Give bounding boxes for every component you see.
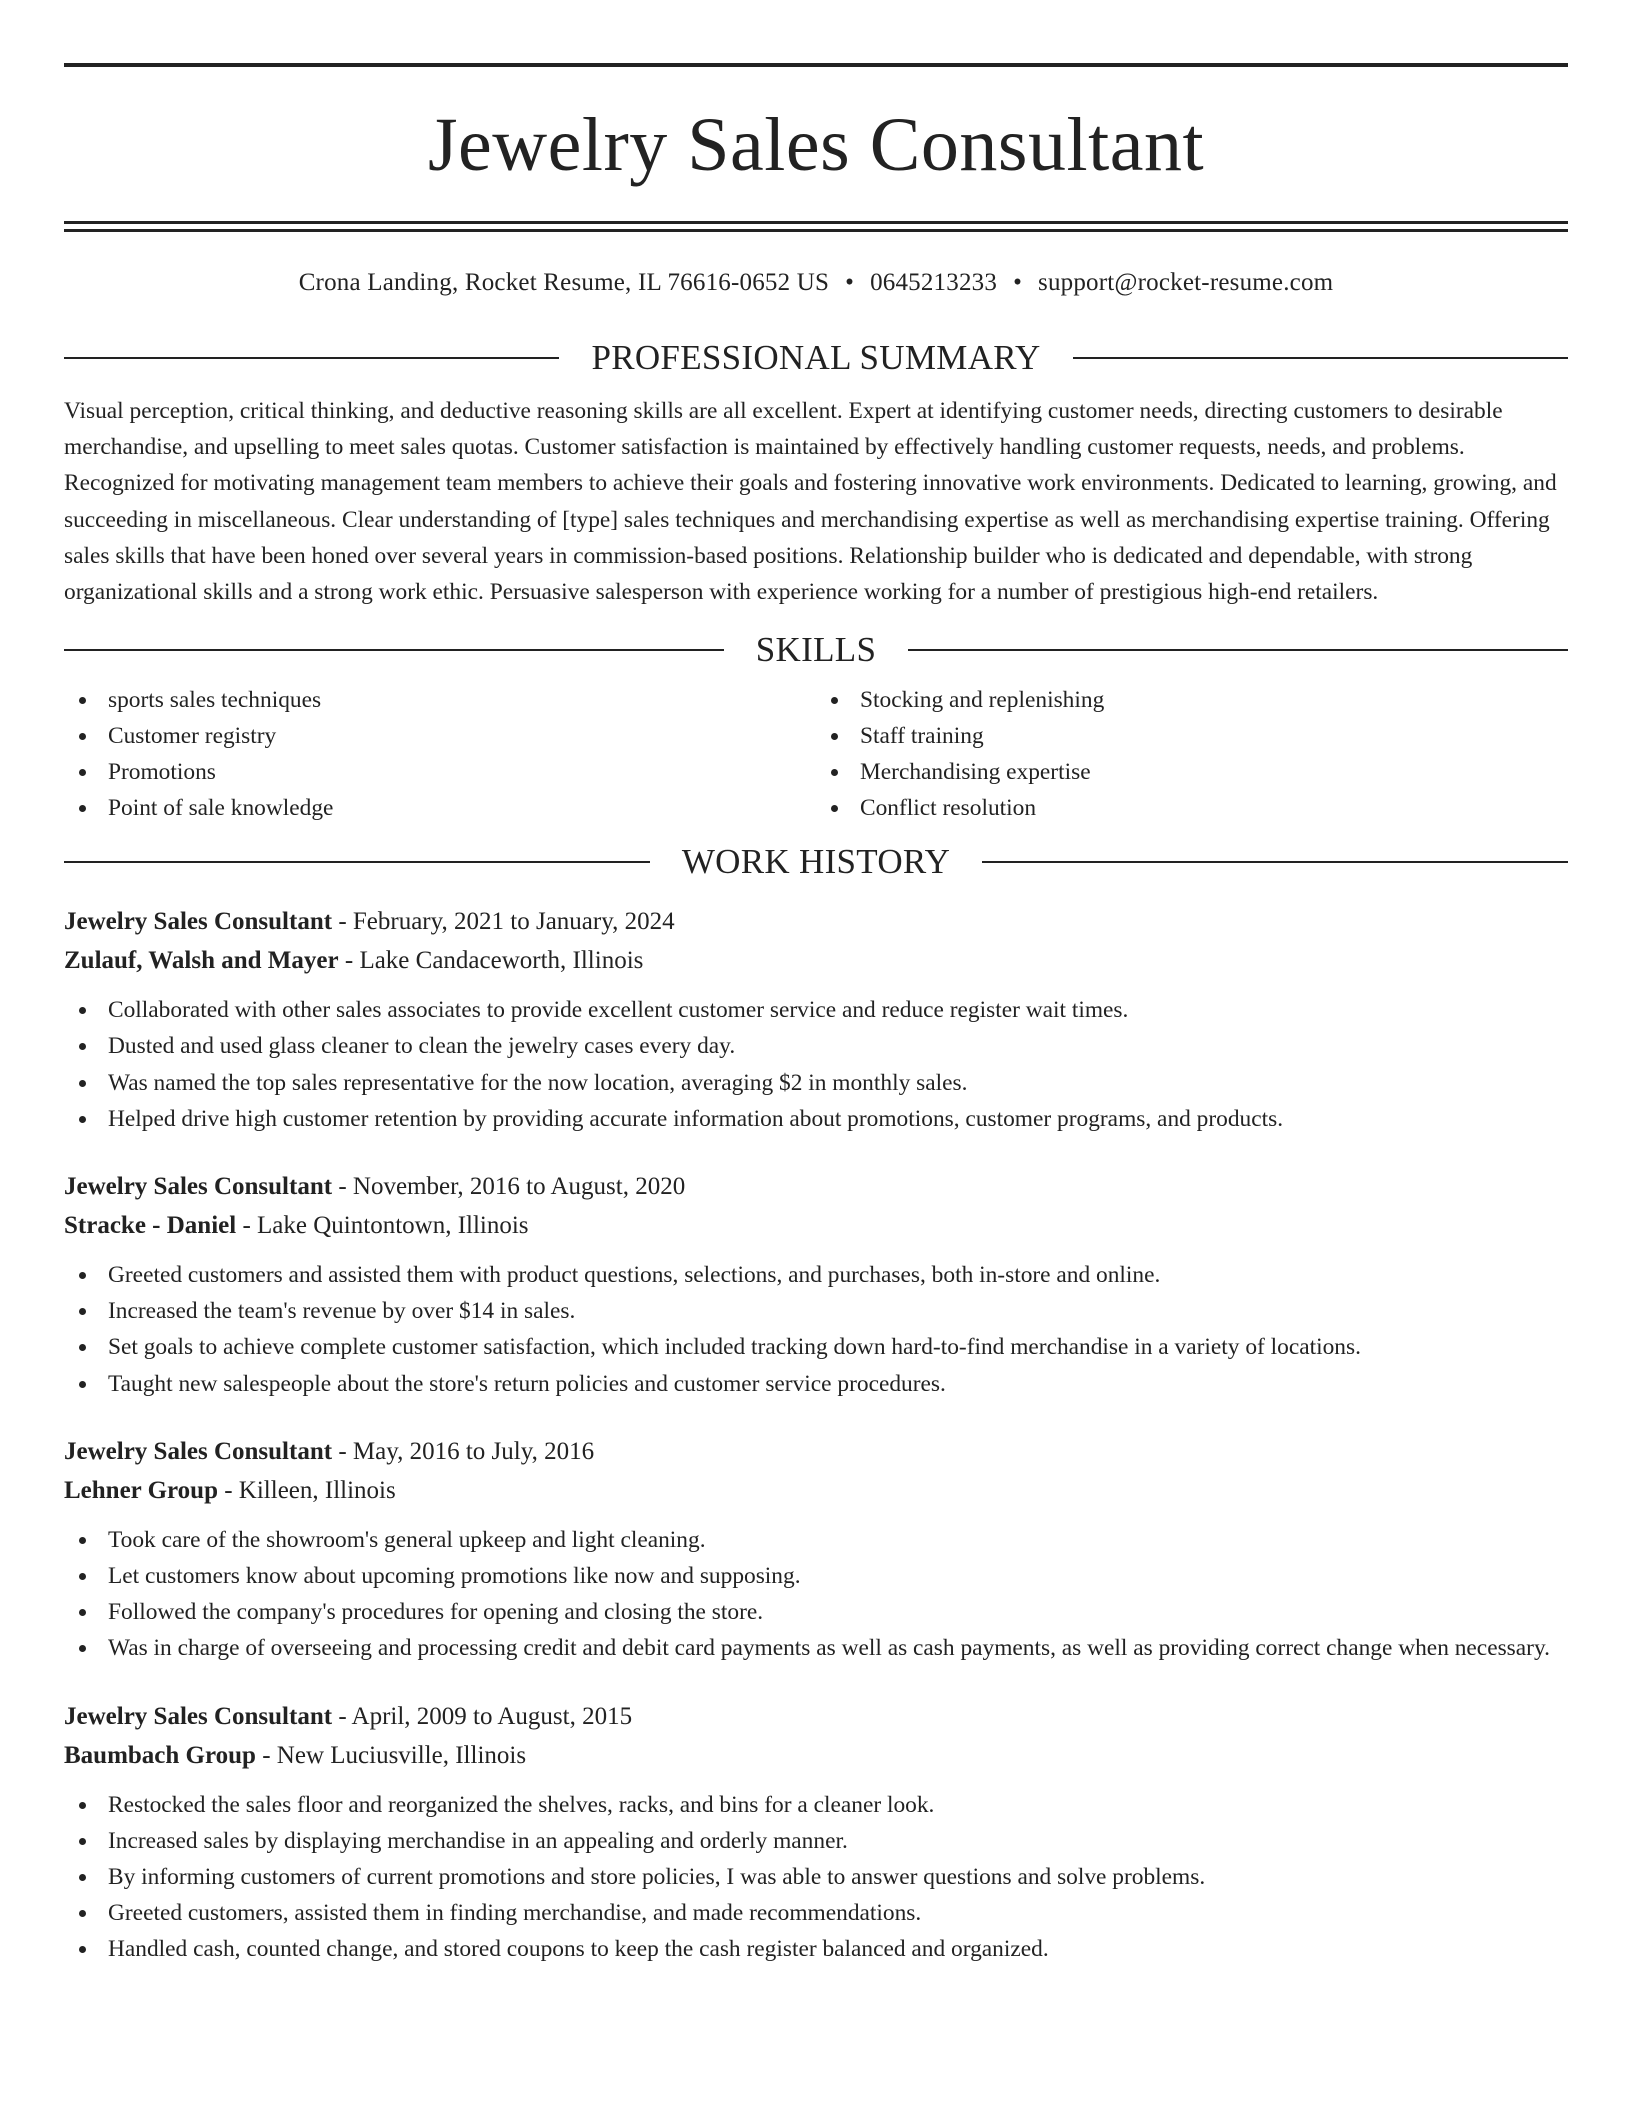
job-entry [64, 902, 1568, 1137]
resume-title: Jewelry Sales Consultant [427, 103, 1205, 187]
job-company-line [64, 1206, 1568, 1245]
job-duties [64, 992, 1568, 1137]
skills-heading [64, 630, 1568, 670]
job-duty: Was named the top sales representative for the now location, averaging $2 in monthly sales. [64, 1065, 1568, 1101]
job-duties [64, 1257, 1568, 1402]
summary-text: Visual perception, critical thinking, and deductive reasoning skills are all excellent. Expert at identifying customer needs, directing customers to desirable merchandise, and upselling to meet sales quotas. Customer satisfaction is maintained by effectively handling customer requests, needs, and problems. Recognized for motivating management team members to achieve their goals and fostering innovative work environments. Dedicated to learning, growing, and succeeding in miscellaneous. Clear understanding of [type] sales techniques and merchandising expertise as well as merchandising expertise training. Offering sales skills that have been honed over several years in commission-based positions. Relationship builder who is dedicated and dependable, with strong organizational skills and a strong work ethic. Persuasive salesperson with experience working for a number of prestigious high-end retailers. [64, 398, 1557, 606]
job-duty: Let customers know about upcoming promotions like now and supposing. [64, 1558, 1568, 1594]
job-duty: Taught new salespeople about the store's return policies and customer service procedures. [64, 1366, 1568, 1402]
job-duty: Increased sales by displaying merchandise in an appealing and orderly manner. [64, 1823, 1568, 1859]
job-title: Jewelry Sales Consultant [64, 1173, 333, 1201]
dash: - [332, 1173, 353, 1201]
skill-item: Customer registry [64, 718, 816, 754]
contact-separator: • [1013, 269, 1023, 296]
job-company-line [64, 1471, 1568, 1510]
job-duties [64, 1787, 1568, 1968]
skills-heading-label: SKILLS [755, 630, 877, 670]
dash: - [332, 1437, 353, 1465]
job-duty: Greeted customers and assisted them with product questions, selections, and purchases, both in-store and online. [64, 1257, 1568, 1293]
skill-item: Conflict resolution [816, 790, 1568, 826]
job-duty: Helped drive high customer retention by providing accurate information about promotions, customer programs, and products. [64, 1101, 1568, 1137]
job-dates: November, 2016 to August, 2020 [352, 1173, 686, 1201]
contact-separator: • [845, 269, 855, 296]
job-title-line [64, 1432, 1568, 1471]
job-company: Lehner Group [64, 1476, 218, 1504]
job-location: Lake Quintontown, Illinois [257, 1212, 529, 1240]
job-entry [64, 1167, 1568, 1402]
job-location: New Luciusville, Illinois [276, 1741, 527, 1769]
job-title: Jewelry Sales Consultant [64, 1702, 333, 1730]
job-duty: Set goals to achieve complete customer satisfaction, which included tracking down hard-to-find merchandise in a variety of locations. [64, 1329, 1568, 1365]
skill-item: Merchandising expertise [816, 754, 1568, 790]
job-duty: Greeted customers, assisted them in finding merchandise, and made recommendations. [64, 1895, 1568, 1931]
dash: - [217, 1476, 239, 1504]
skills-column-left [64, 682, 816, 826]
job-duty: Was in charge of overseeing and processing credit and debit card payments as well as cash payments, as well as providing correct change when necessary. [64, 1630, 1568, 1666]
job-duty: Took care of the showroom's general upkeep and light cleaning. [64, 1522, 1568, 1558]
job-duties [64, 1522, 1568, 1667]
job-title: Jewelry Sales Consultant [64, 1437, 333, 1465]
job-title-line [64, 1697, 1568, 1736]
contact-phone: 0645213233 [870, 269, 998, 296]
job-dates: April, 2009 to August, 2015 [351, 1702, 633, 1730]
dash: - [236, 1212, 258, 1240]
job-dates: May, 2016 to July, 2016 [352, 1437, 595, 1465]
job-duty: Increased the team's revenue by over $14 in sales. [64, 1293, 1568, 1329]
job-company: Zulauf, Walsh and Mayer [64, 947, 339, 975]
job-title-line [64, 1167, 1568, 1206]
job-company: Baumbach Group [64, 1741, 256, 1769]
job-title: Jewelry Sales Consultant [64, 908, 333, 936]
job-duty: By informing customers of current promotions and store policies, I was able to answer questions and solve problems. [64, 1859, 1568, 1895]
skill-item: Point of sale knowledge [64, 790, 816, 826]
skill-item: sports sales techniques [64, 682, 816, 718]
job-duty: Handled cash, counted change, and stored coupons to keep the cash register balanced and organized. [64, 1931, 1568, 1967]
job-entry [64, 1432, 1568, 1667]
contact-address: Crona Landing, Rocket Resume, IL 76616-0652 US [298, 269, 830, 296]
skill-item: Staff training [816, 718, 1568, 754]
job-duty: Restocked the sales floor and reorganized the shelves, racks, and bins for a cleaner look. [64, 1787, 1568, 1823]
skills-column-right [816, 682, 1568, 826]
job-duty: Collaborated with other sales associates to provide excellent customer service and reduce register wait times. [64, 992, 1568, 1028]
skill-item: Promotions [64, 754, 816, 790]
work-history-heading-label: WORK HISTORY [681, 842, 951, 882]
job-location: Killeen, Illinois [238, 1476, 396, 1504]
skill-item: Stocking and replenishing [816, 682, 1568, 718]
dash: - [332, 1702, 352, 1730]
job-company-line [64, 941, 1568, 980]
dash: - [338, 947, 360, 975]
job-entry [64, 1697, 1568, 1968]
job-title-line [64, 902, 1568, 941]
job-duty: Followed the company's procedures for opening and closing the store. [64, 1594, 1568, 1630]
job-location: Lake Candaceworth, Illinois [359, 947, 644, 975]
summary-heading [64, 338, 1568, 378]
summary-heading-label: PROFESSIONAL SUMMARY [591, 338, 1041, 377]
title-double-rule [64, 221, 1568, 232]
top-rule [64, 63, 1568, 67]
dash: - [332, 908, 353, 936]
job-company-line [64, 1736, 1568, 1775]
contact-line [64, 268, 1568, 298]
dash: - [255, 1741, 277, 1769]
job-dates: February, 2021 to January, 2024 [352, 908, 675, 936]
skills-list [64, 682, 1568, 826]
work-history-heading [64, 842, 1568, 882]
contact-email: support@rocket-resume.com [1038, 269, 1334, 296]
job-company: Stracke - Daniel [64, 1212, 237, 1240]
job-duty: Dusted and used glass cleaner to clean the jewelry cases every day. [64, 1028, 1568, 1064]
